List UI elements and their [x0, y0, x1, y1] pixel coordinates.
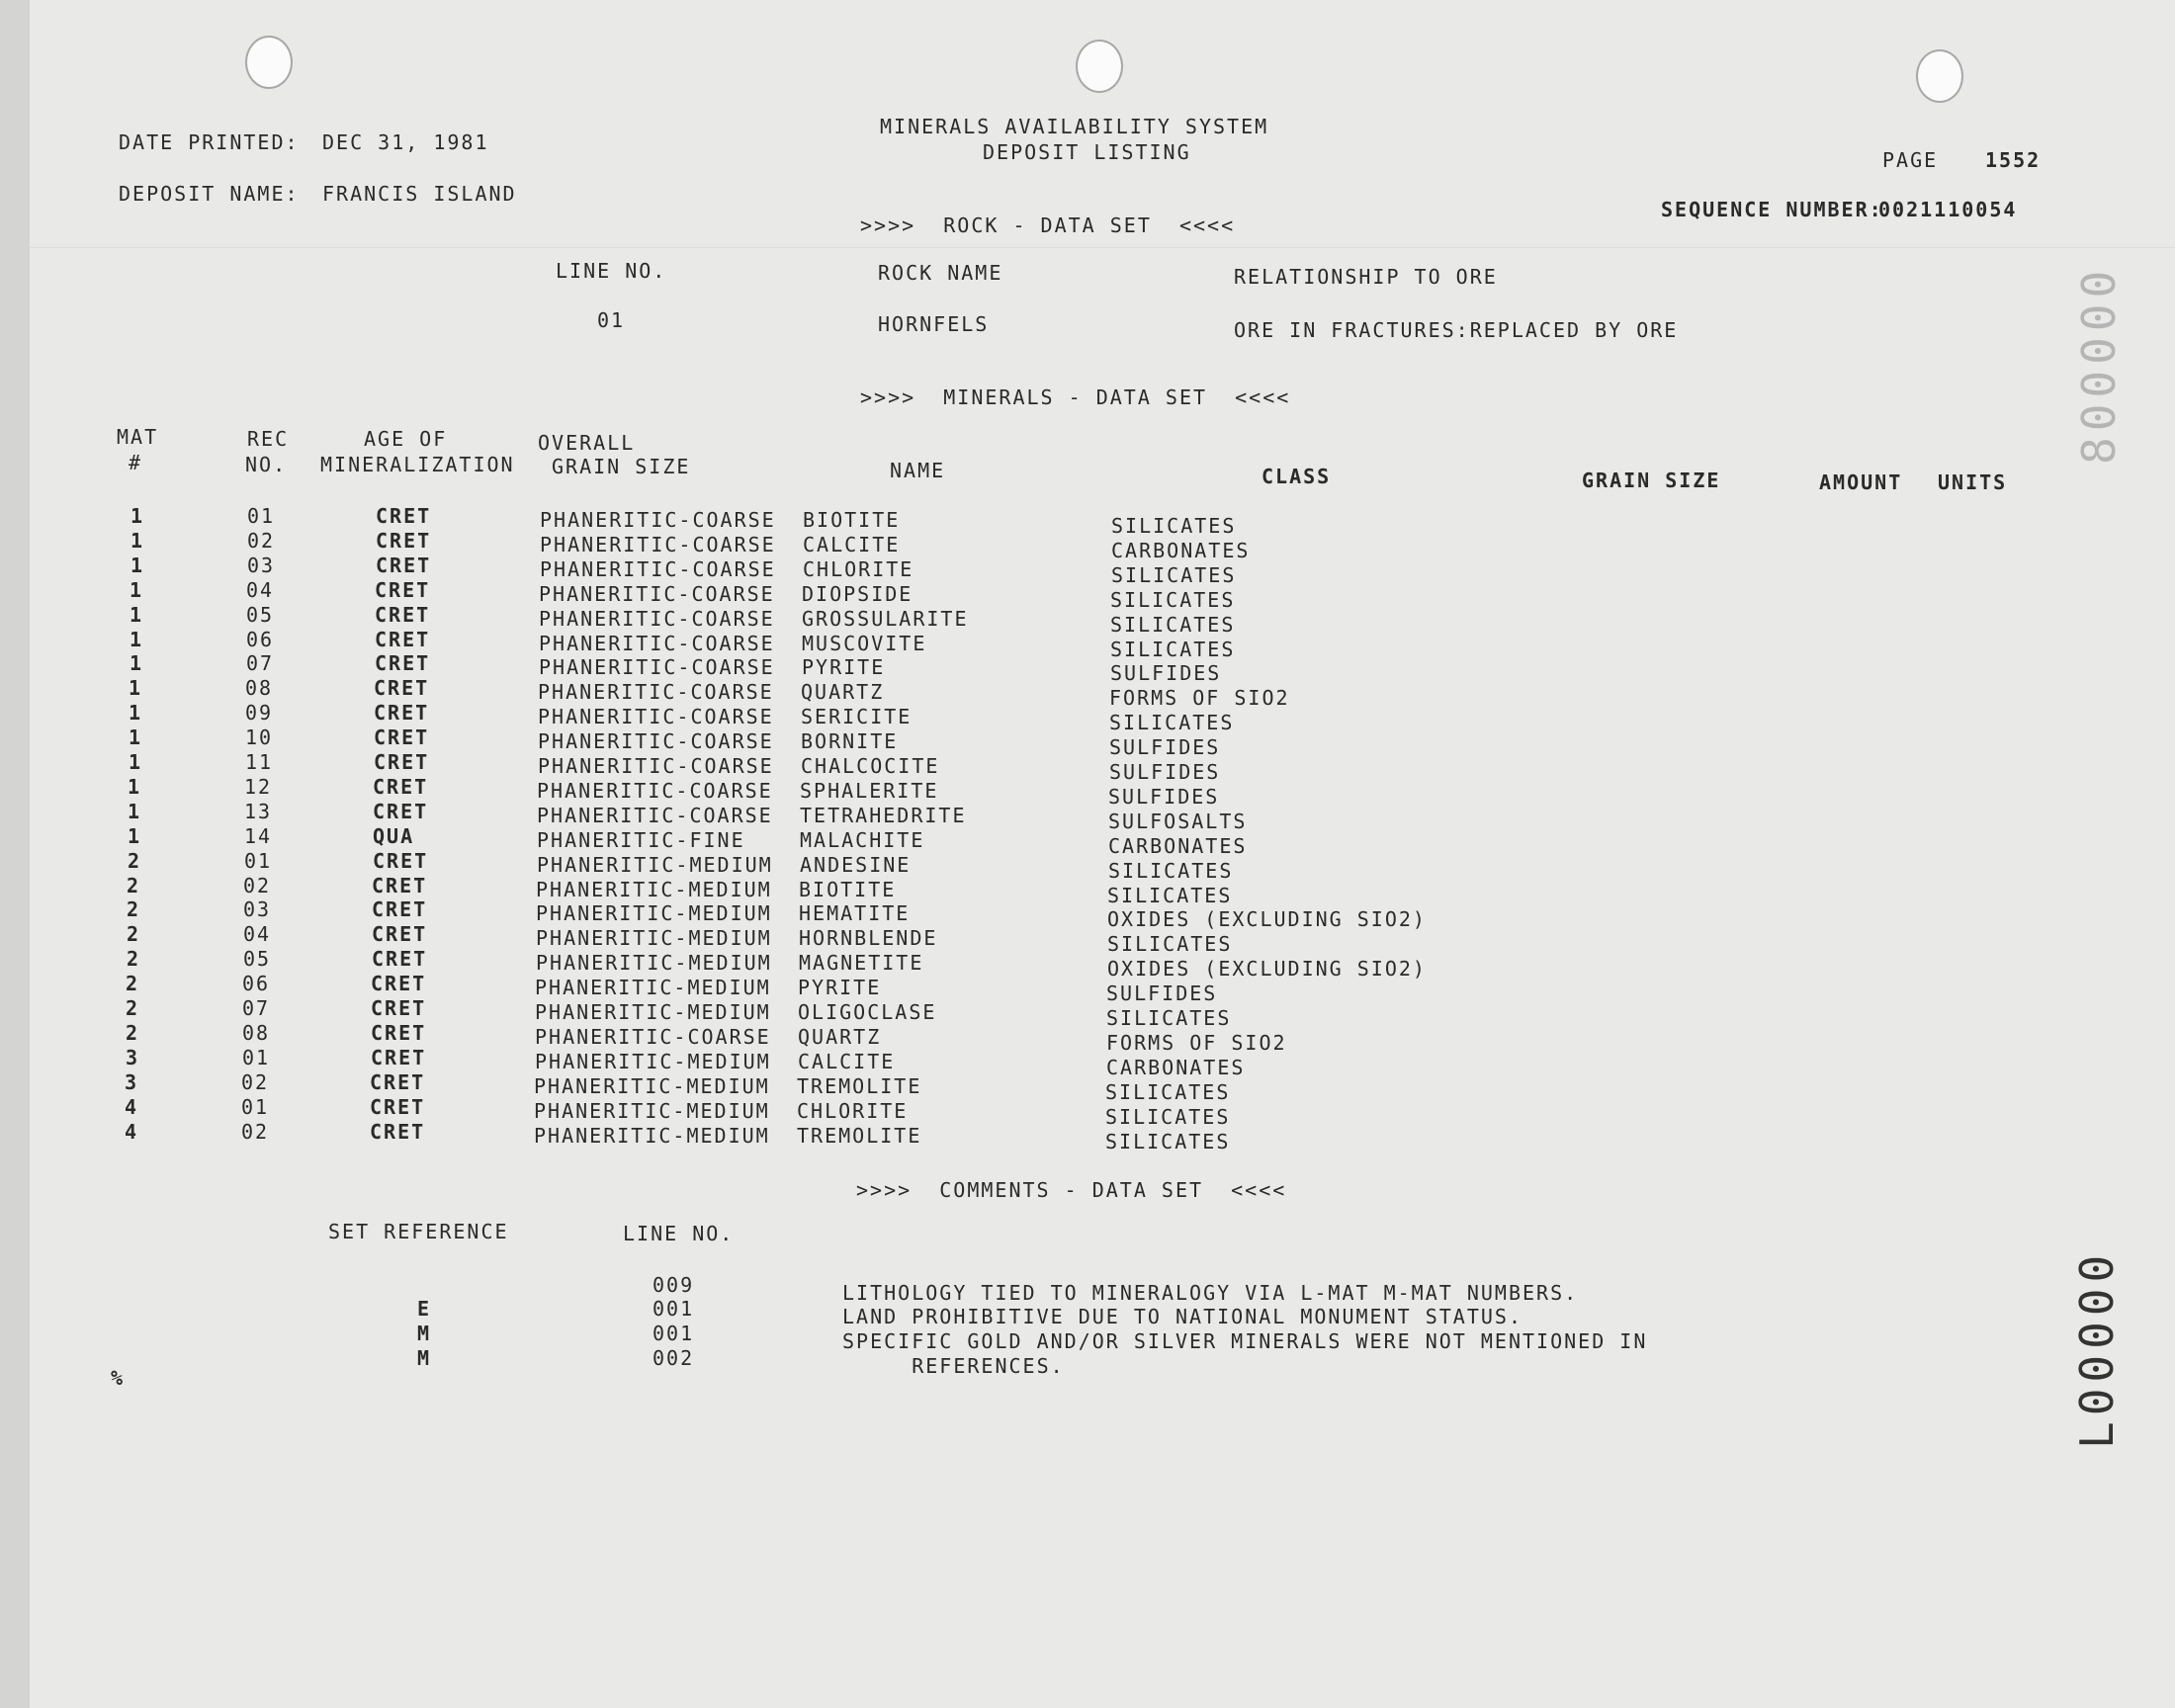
- mineral-mat: 2: [127, 947, 141, 971]
- mineral-name: OLIGOCLASE: [798, 1000, 937, 1024]
- mineral-mat: 1: [130, 603, 144, 627]
- mineral-row: [30, 603, 2175, 637]
- col-rec-line2: NO.: [245, 453, 288, 476]
- comment-set-ref: E: [417, 1297, 432, 1321]
- mineral-name: CHLORITE: [797, 1099, 909, 1123]
- mineral-name: MUSCOVITE: [802, 632, 927, 655]
- mineral-class: CARBONATES: [1108, 834, 1248, 858]
- rock-col-rock-name: ROCK NAME: [878, 261, 1003, 285]
- rock-name: HORNFELS: [878, 312, 990, 336]
- col-mat-line1: MAT: [117, 425, 159, 449]
- mineral-class: SULFIDES: [1109, 760, 1221, 784]
- mineral-mat: 1: [130, 504, 145, 528]
- sequence-number: 0021110054: [1878, 198, 2018, 221]
- mineral-grain-size: PHANERITIC-MEDIUM: [535, 976, 771, 999]
- mineral-row: [30, 824, 2175, 858]
- mineral-grain-size: PHANERITIC-COARSE: [540, 557, 776, 581]
- mineral-rec: 10: [245, 726, 274, 749]
- col-units: UNITS: [1938, 470, 2008, 494]
- comment-text: LAND PROHIBITIVE DUE TO NATIONAL MONUMENT STATUS.: [842, 1305, 1523, 1328]
- mineral-grain-size: PHANERITIC-COARSE: [539, 582, 775, 606]
- mineral-class: SULFIDES: [1108, 785, 1220, 809]
- mineral-grain-size: PHANERITIC-COARSE: [538, 754, 774, 778]
- col-name: NAME: [890, 459, 946, 482]
- mineral-class: OXIDES (EXCLUDING SIO2): [1107, 957, 1427, 981]
- comment-line-no: 001: [652, 1297, 695, 1321]
- comments-col-line-no: LINE NO.: [623, 1222, 735, 1245]
- mineral-class: SILICATES: [1110, 638, 1236, 661]
- mineral-row: [30, 676, 2175, 710]
- mineral-rec: 14: [244, 824, 273, 848]
- mineral-name: ANDESINE: [800, 853, 912, 877]
- mineral-name: SERICITE: [801, 705, 913, 728]
- mineral-age: CRET: [373, 800, 429, 823]
- mineral-rec: 01: [244, 849, 273, 873]
- col-age-line2: MINERALIZATION: [320, 453, 515, 476]
- punch-hole-left: [245, 36, 293, 89]
- mineral-row: [30, 750, 2175, 784]
- punch-hole-center: [1076, 40, 1123, 93]
- mineral-row: [30, 947, 2175, 981]
- mineral-grain-size: PHANERITIC-MEDIUM: [534, 1099, 770, 1123]
- mineral-age: CRET: [375, 628, 431, 651]
- mineral-name: PYRITE: [798, 976, 882, 999]
- mineral-name: HORNBLENDE: [799, 926, 938, 950]
- mineral-class: SILICATES: [1105, 1130, 1231, 1153]
- punch-hole-right: [1916, 49, 1963, 103]
- mineral-mat: 1: [130, 628, 144, 651]
- mineral-name: TETRAHEDRITE: [800, 804, 967, 827]
- mineral-row: [30, 1021, 2175, 1055]
- comment-set-ref: M: [417, 1346, 432, 1370]
- mineral-grain-size: PHANERITIC-COARSE: [538, 729, 774, 753]
- mineral-row: [30, 1046, 2175, 1079]
- mineral-class: SILICATES: [1111, 563, 1237, 587]
- mineral-row: [30, 726, 2175, 759]
- mineral-name: MALACHITE: [800, 828, 925, 852]
- comment-line-no: 001: [652, 1322, 695, 1345]
- system-title: MINERALS AVAILABILITY SYSTEM: [880, 115, 1269, 138]
- mineral-row: [30, 1120, 2175, 1153]
- mineral-mat: 3: [126, 1046, 140, 1069]
- mineral-class: SULFIDES: [1106, 982, 1218, 1005]
- mineral-mat: 1: [130, 529, 145, 553]
- mineral-age: CRET: [375, 578, 431, 602]
- mineral-mat: 2: [128, 849, 142, 873]
- mineral-class: SILICATES: [1110, 588, 1236, 612]
- mineral-name: BORNITE: [801, 729, 899, 753]
- mineral-class: CARBONATES: [1106, 1056, 1246, 1079]
- deposit-name-value: FRANCIS ISLAND: [322, 182, 517, 206]
- mineral-age: CRET: [374, 676, 430, 700]
- mineral-age: QUA: [373, 824, 415, 848]
- mineral-mat: 2: [127, 922, 141, 946]
- mineral-age: CRET: [375, 651, 431, 675]
- page-number: 1552: [1985, 148, 2042, 172]
- date-printed-value: DEC 31, 1981: [322, 130, 489, 154]
- mineral-row: [30, 1095, 2175, 1129]
- mineral-age: CRET: [372, 897, 428, 921]
- mineral-row: [30, 529, 2175, 562]
- deposit-name-label: DEPOSIT NAME:: [119, 182, 300, 206]
- mineral-age: CRET: [374, 750, 430, 774]
- percent-mark: %: [111, 1366, 126, 1390]
- mineral-rec: 08: [242, 1021, 271, 1045]
- mineral-mat: 2: [127, 897, 141, 921]
- comment-text: SPECIFIC GOLD AND/OR SILVER MINERALS WERE NOT MENTIONED IN: [842, 1329, 1648, 1353]
- mineral-age: CRET: [370, 1120, 426, 1144]
- mineral-mat: 4: [125, 1095, 139, 1119]
- mineral-name: CHALCOCITE: [801, 754, 940, 778]
- mineral-name: TREMOLITE: [797, 1124, 922, 1148]
- mineral-age: CRET: [376, 504, 432, 528]
- mineral-mat: 1: [129, 750, 143, 774]
- mineral-grain-size: PHANERITIC-MEDIUM: [534, 1074, 770, 1098]
- mineral-name: PYRITE: [802, 655, 886, 679]
- minerals-section-title: >>>> MINERALS - DATA SET <<<<: [860, 385, 1291, 409]
- mineral-mat: 1: [128, 775, 142, 799]
- mineral-grain-size: PHANERITIC-MEDIUM: [534, 1124, 770, 1148]
- listing-title: DEPOSIT LISTING: [983, 140, 1191, 164]
- mineral-class: FORMS OF SIO2: [1109, 686, 1290, 710]
- rock-relationship: ORE IN FRACTURES:REPLACED BY ORE: [1234, 318, 1679, 342]
- rock-section-title: >>>> ROCK - DATA SET <<<<: [860, 214, 1236, 237]
- mineral-name: CALCITE: [803, 533, 901, 556]
- mineral-row: [30, 504, 2175, 538]
- mineral-rec: 01: [247, 504, 276, 528]
- mineral-class: SULFOSALTS: [1108, 810, 1248, 833]
- mineral-grain-size: PHANERITIC-COARSE: [537, 804, 773, 827]
- mineral-row: [30, 1070, 2175, 1104]
- mineral-mat: 4: [125, 1120, 139, 1144]
- mineral-grain-size: PHANERITIC-COARSE: [535, 1025, 771, 1049]
- mineral-name: SPHALERITE: [800, 779, 939, 803]
- mineral-class: CARBONATES: [1111, 539, 1251, 562]
- mineral-mat: 2: [126, 972, 140, 995]
- mineral-grain-size: PHANERITIC-COARSE: [539, 607, 775, 631]
- mineral-name: GROSSULARITE: [802, 607, 969, 631]
- mineral-rec: 09: [245, 701, 274, 725]
- mineral-age: CRET: [372, 922, 428, 946]
- mineral-row: [30, 701, 2175, 734]
- stamp-number-faint: 800000: [2072, 264, 2126, 465]
- mineral-rec: 05: [246, 603, 275, 627]
- col-grain-size: GRAIN SIZE: [1582, 469, 1721, 492]
- comment-line-no: 002: [652, 1346, 695, 1370]
- mineral-grain-size: PHANERITIC-MEDIUM: [537, 853, 773, 877]
- col-mat-line2: #: [129, 451, 143, 474]
- mineral-class: SILICATES: [1106, 1006, 1232, 1030]
- mineral-class: SILICATES: [1111, 514, 1237, 538]
- mineral-name: BIOTITE: [799, 878, 897, 901]
- mineral-class: SILICATES: [1105, 1105, 1231, 1129]
- mineral-age: CRET: [374, 701, 430, 725]
- mineral-class: SULFIDES: [1109, 735, 1221, 759]
- mineral-age: CRET: [373, 849, 429, 873]
- page-label: PAGE: [1882, 148, 1939, 172]
- col-amount: AMOUNT: [1819, 470, 1903, 494]
- mineral-class: SILICATES: [1108, 859, 1234, 883]
- col-grain-line1: OVERALL: [538, 431, 636, 455]
- mineral-age: CRET: [376, 529, 432, 553]
- mineral-rec: 06: [246, 628, 275, 651]
- mineral-name: CHLORITE: [803, 557, 914, 581]
- mineral-class: SILICATES: [1107, 884, 1233, 907]
- mineral-row: [30, 874, 2175, 907]
- mineral-mat: 2: [127, 874, 141, 897]
- mineral-row: [30, 651, 2175, 685]
- mineral-grain-size: PHANERITIC-COARSE: [540, 508, 776, 532]
- col-grain-line2: GRAIN SIZE: [552, 455, 691, 478]
- mineral-rec: 02: [247, 529, 276, 553]
- mineral-age: CRET: [371, 1046, 427, 1069]
- mineral-age: CRET: [372, 874, 428, 897]
- mineral-rec: 03: [247, 554, 276, 577]
- mineral-rec: 05: [243, 947, 272, 971]
- mineral-name: CALCITE: [798, 1050, 896, 1073]
- mineral-grain-size: PHANERITIC-COARSE: [537, 779, 773, 803]
- mineral-class: SULFIDES: [1110, 661, 1222, 685]
- mineral-mat: 3: [125, 1070, 139, 1094]
- mineral-row: [30, 554, 2175, 587]
- mineral-grain-size: PHANERITIC-MEDIUM: [535, 1050, 771, 1073]
- mineral-age: CRET: [376, 554, 432, 577]
- mineral-grain-size: PHANERITIC-FINE: [537, 828, 745, 852]
- mineral-name: MAGNETITE: [799, 951, 924, 975]
- mineral-class: SILICATES: [1107, 932, 1233, 956]
- mineral-grain-size: PHANERITIC-COARSE: [539, 632, 775, 655]
- mineral-rec: 04: [246, 578, 275, 602]
- comment-set-ref: M: [417, 1322, 432, 1345]
- comment-row: [30, 1322, 2175, 1353]
- mineral-name: TREMOLITE: [797, 1074, 922, 1098]
- mineral-rec: 12: [244, 775, 273, 799]
- mineral-class: OXIDES (EXCLUDING SIO2): [1107, 907, 1427, 931]
- mineral-row: [30, 775, 2175, 809]
- mineral-mat: 1: [129, 676, 143, 700]
- mineral-name: QUARTZ: [798, 1025, 882, 1049]
- mineral-age: CRET: [371, 1021, 427, 1045]
- comments-col-set-ref: SET REFERENCE: [328, 1220, 509, 1243]
- mineral-class: FORMS OF SIO2: [1106, 1031, 1287, 1055]
- mineral-age: CRET: [371, 996, 427, 1020]
- mineral-class: SILICATES: [1110, 613, 1236, 637]
- comment-row: [30, 1297, 2175, 1328]
- mineral-age: CRET: [374, 726, 430, 749]
- printout-page: [30, 0, 2175, 1708]
- mineral-mat: 1: [128, 800, 142, 823]
- sequence-label: SEQUENCE NUMBER:: [1661, 198, 1883, 221]
- mineral-row: [30, 922, 2175, 956]
- mineral-row: [30, 897, 2175, 931]
- mineral-rec: 02: [241, 1120, 270, 1144]
- comment-text: LITHOLOGY TIED TO MINERALOGY VIA L-MAT M-MAT NUMBERS.: [842, 1281, 1579, 1305]
- mineral-grain-size: PHANERITIC-MEDIUM: [535, 1000, 771, 1024]
- mineral-row: [30, 972, 2175, 1005]
- mineral-rec: 07: [246, 651, 275, 675]
- mineral-age: CRET: [372, 947, 428, 971]
- mineral-name: QUARTZ: [801, 680, 885, 704]
- comments-section-title: >>>> COMMENTS - DATA SET <<<<: [856, 1178, 1287, 1202]
- mineral-age: CRET: [370, 1070, 426, 1094]
- mineral-grain-size: PHANERITIC-MEDIUM: [536, 951, 772, 975]
- rock-line-no: 01: [597, 308, 626, 332]
- col-age-line1: AGE OF: [364, 427, 448, 451]
- mineral-rec: 07: [242, 996, 271, 1020]
- mineral-mat: 1: [128, 824, 142, 848]
- mineral-mat: 1: [129, 701, 143, 725]
- rock-col-relationship: RELATIONSHIP TO ORE: [1234, 265, 1498, 289]
- col-class: CLASS: [1262, 465, 1332, 488]
- mineral-mat: 1: [130, 651, 144, 675]
- mineral-name: DIOPSIDE: [802, 582, 914, 606]
- rock-col-line-no: LINE NO.: [556, 259, 667, 283]
- mineral-mat: 1: [129, 726, 143, 749]
- comment-text: REFERENCES.: [842, 1354, 1065, 1378]
- mineral-rec: 06: [242, 972, 271, 995]
- comment-row: [30, 1273, 2175, 1305]
- mineral-grain-size: PHANERITIC-COARSE: [538, 680, 774, 704]
- mineral-grain-size: PHANERITIC-COARSE: [540, 533, 776, 556]
- mineral-age: CRET: [375, 603, 431, 627]
- mineral-rec: 11: [245, 750, 274, 774]
- mineral-class: SILICATES: [1105, 1080, 1231, 1104]
- mineral-row: [30, 578, 2175, 612]
- mineral-name: HEMATITE: [799, 901, 911, 925]
- mineral-mat: 1: [130, 554, 145, 577]
- mineral-age: CRET: [373, 775, 429, 799]
- mineral-rec: 02: [241, 1070, 270, 1094]
- mineral-age: CRET: [370, 1095, 426, 1119]
- mineral-age: CRET: [371, 972, 427, 995]
- mineral-mat: 1: [130, 578, 144, 602]
- mineral-rec: 01: [241, 1095, 270, 1119]
- mineral-name: BIOTITE: [803, 508, 901, 532]
- mineral-grain-size: PHANERITIC-COARSE: [539, 655, 775, 679]
- mineral-mat: 2: [126, 996, 140, 1020]
- mineral-rec: 02: [243, 874, 272, 897]
- mineral-row: [30, 849, 2175, 883]
- mineral-rec: 03: [243, 897, 272, 921]
- fold-band: [30, 247, 2175, 248]
- mineral-row: [30, 996, 2175, 1030]
- mineral-rec: 08: [245, 676, 274, 700]
- mineral-rec: 13: [244, 800, 273, 823]
- mineral-mat: 2: [126, 1021, 140, 1045]
- col-rec-line1: REC: [247, 427, 290, 451]
- mineral-grain-size: PHANERITIC-MEDIUM: [536, 878, 772, 901]
- mineral-rec: 04: [243, 922, 272, 946]
- date-printed-label: DATE PRINTED:: [119, 130, 300, 154]
- mineral-grain-size: PHANERITIC-MEDIUM: [536, 901, 772, 925]
- mineral-row: [30, 800, 2175, 833]
- mineral-grain-size: PHANERITIC-COARSE: [538, 705, 774, 728]
- mineral-class: SILICATES: [1109, 711, 1235, 734]
- comment-line-no: 009: [652, 1273, 695, 1297]
- mineral-row: [30, 628, 2175, 661]
- mineral-grain-size: PHANERITIC-MEDIUM: [536, 926, 772, 950]
- comment-row: [30, 1346, 2175, 1378]
- mineral-rec: 01: [242, 1046, 271, 1069]
- stamp-number: L00000: [2070, 1248, 2124, 1449]
